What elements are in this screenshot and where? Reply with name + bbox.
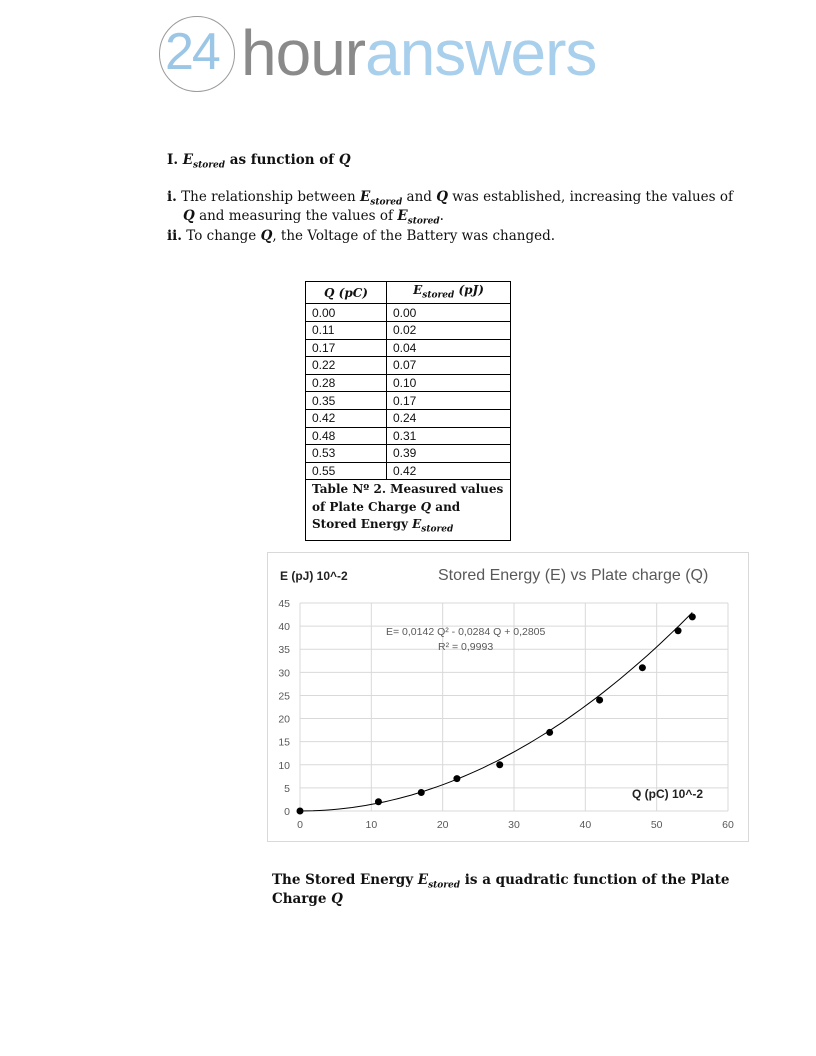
cell-e: 0.00 [387, 304, 511, 322]
section-heading [167, 151, 351, 176]
y-tick-label: 30 [278, 667, 290, 680]
chart-r2: R² = 0,9993 [438, 641, 494, 653]
section-q: Q [338, 152, 351, 168]
data-point [496, 761, 503, 768]
y-tick-label: 0 [284, 806, 290, 818]
logo-number: 24 [165, 23, 219, 81]
logo [157, 14, 627, 96]
table-row [306, 339, 511, 357]
chart-xlabel: Q (pC) 10^-2 [632, 787, 704, 801]
data-point [596, 697, 603, 704]
table-header-e-var: E [413, 283, 423, 297]
data-point [546, 729, 553, 736]
cell-e: 0.02 [387, 321, 511, 339]
section-mid: as function of [229, 152, 335, 168]
table-header-row [306, 282, 511, 304]
x-tick-label: 20 [436, 819, 449, 831]
chart-title: Stored Energy (E) vs Plate charge (Q) [438, 567, 709, 584]
cell-q: 0.53 [306, 445, 387, 463]
y-tick-label: 45 [278, 598, 290, 610]
table-header-e-sub: stored [422, 290, 455, 301]
cell-e: 0.42 [387, 462, 511, 480]
cell-q: 0.17 [306, 339, 387, 357]
cell-q: 0.48 [306, 427, 387, 445]
cell-q: 0.55 [306, 462, 387, 480]
table-row [306, 304, 511, 322]
conclusion-text2: is a quadratic function of the Plate [464, 872, 730, 888]
x-tick-label: 0 [297, 819, 303, 831]
chart-equation: E= 0,0142 Q² - 0,0284 Q + 0,2805 [386, 626, 546, 638]
conclusion-line2 [272, 890, 343, 909]
table-caption-row [306, 480, 511, 541]
section-numeral: I. [167, 152, 179, 168]
section-sub: stored [193, 160, 226, 171]
data-point [453, 775, 460, 782]
table-row [306, 321, 511, 339]
conclusion-sub: stored [428, 880, 461, 891]
y-tick-label: 20 [278, 713, 290, 726]
y-tick-label: 10 [278, 759, 290, 772]
data-point [639, 664, 646, 671]
table-caption [306, 480, 511, 541]
point-i-text2: and [406, 189, 432, 205]
cell-q: 0.22 [306, 357, 387, 375]
point-i-e: E [359, 189, 371, 205]
point-ii-q: Q [260, 228, 273, 244]
cell-e: 0.04 [387, 339, 511, 357]
x-tick-label: 60 [722, 819, 734, 831]
point-i-text3: was established, increasing the values of [452, 189, 733, 205]
conclusion-e: E [417, 872, 429, 888]
point-ii-text1: To change [186, 228, 257, 244]
point-ii-text2: , the Voltage of the Battery was changed. [272, 228, 556, 244]
table-row [306, 374, 511, 392]
chart-ylabel: E (pJ) 10^-2 [280, 569, 348, 583]
cell-q: 0.42 [306, 409, 387, 427]
trendline [300, 613, 692, 812]
table-body [306, 304, 511, 480]
chart [267, 552, 749, 842]
conclusion-text3: Charge [272, 891, 327, 907]
table-header-q: Q (pC) [306, 282, 387, 304]
cell-e: 0.17 [387, 392, 511, 410]
caption-sub: stored [421, 524, 454, 535]
x-tick-label: 40 [579, 819, 592, 831]
point-i-e2: E [397, 208, 408, 224]
logo-wordmark [241, 17, 597, 89]
cell-e: 0.31 [387, 427, 511, 445]
cell-e: 0.24 [387, 409, 511, 427]
y-tick-label: 15 [278, 736, 290, 749]
caption-e: E [412, 517, 422, 532]
caption-text2: and Stored Energy [312, 499, 461, 532]
data-point [375, 798, 382, 805]
conclusion-q: Q [331, 891, 343, 907]
cell-e: 0.10 [387, 374, 511, 392]
table-row [306, 427, 511, 445]
table-row [306, 357, 511, 375]
cell-q: 0.11 [306, 321, 387, 339]
data-point [675, 627, 682, 634]
x-tick-label: 30 [508, 819, 520, 831]
caption-q: Q [420, 499, 432, 514]
caption-text1: Table Nº 2. Measured values of Plate Charge [312, 482, 504, 514]
point-ii-marker: ii. [167, 228, 182, 244]
section-var: E [182, 152, 194, 168]
table-row [306, 445, 511, 463]
data-point [297, 808, 304, 815]
point-i-q2: Q [183, 208, 195, 224]
data-table [305, 281, 511, 541]
cell-q: 0.35 [306, 392, 387, 410]
y-tick-label: 25 [278, 690, 290, 703]
y-tick-label: 35 [278, 644, 290, 657]
data-point [689, 613, 696, 620]
point-i-sub: stored [370, 197, 403, 208]
table-header-e-unit: (pJ) [458, 283, 484, 297]
cell-q: 0.28 [306, 374, 387, 392]
point-i-text1: The relationship between [181, 189, 356, 205]
conclusion-text1: The Stored Energy [272, 872, 414, 888]
point-ii [167, 227, 555, 246]
y-tick-label: 40 [278, 621, 290, 634]
cell-e: 0.07 [387, 357, 511, 375]
point-i-q: Q [436, 189, 448, 205]
cell-q: 0.00 [306, 304, 387, 322]
point-i-text5: . [439, 208, 444, 224]
x-tick-label: 10 [365, 819, 378, 831]
y-tick-label: 5 [284, 782, 290, 795]
x-tick-label: 50 [650, 819, 663, 831]
point-i-sub2: stored [407, 216, 440, 227]
table-row [306, 462, 511, 480]
table-header-e [387, 282, 511, 304]
cell-e: 0.39 [387, 445, 511, 463]
point-i-marker: i. [167, 189, 177, 205]
point-i-text4: and measuring the values of [199, 208, 394, 224]
logo-word-answers: answers [365, 17, 597, 89]
logo-word-hour: hour [241, 17, 366, 89]
table-row [306, 409, 511, 427]
data-point [418, 789, 425, 796]
table-row [306, 392, 511, 410]
